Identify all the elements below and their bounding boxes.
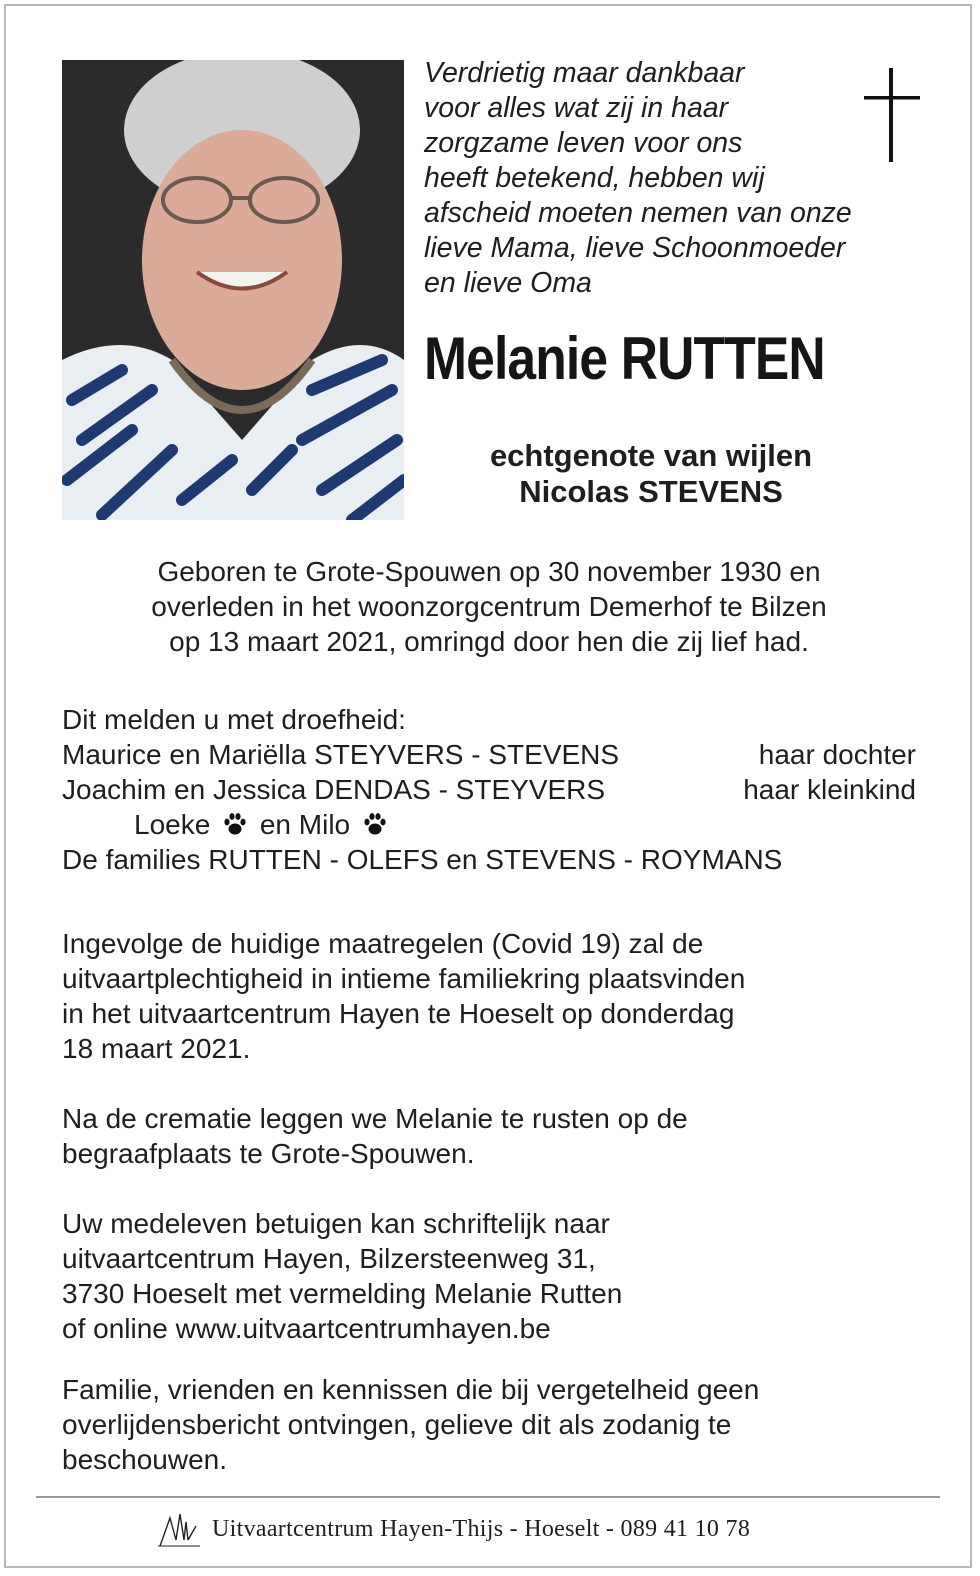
condolence-line: uitvaartcentrum Hayen, Bilzersteenweg 31, xyxy=(62,1243,596,1274)
family-pets xyxy=(62,807,922,842)
families-line: De families RUTTEN - OLEFS en STEVENS - ROYMANS xyxy=(62,844,783,875)
spouse-line: echtgenote van wijlen xyxy=(489,438,813,473)
condolence-line: Uw medeleven betuigen kan schriftelijk naar xyxy=(62,1208,610,1239)
intro-line: lieve Mama, lieve Schoonmoeder xyxy=(424,232,846,264)
birth-line: Geboren te Grote-Spouwen op 30 november 1930 en xyxy=(157,556,821,587)
intro-line: en lieve Oma xyxy=(424,267,592,299)
intro-line: Verdrietig maar dankbaar xyxy=(424,57,745,89)
intro-verse xyxy=(424,56,894,301)
spouse-info xyxy=(446,438,856,510)
spouse-name: Nicolas STEVENS xyxy=(519,474,783,509)
family-member-relation: haar kleinkind xyxy=(743,774,916,805)
family-list xyxy=(62,702,922,877)
notice-info xyxy=(62,1372,922,1477)
intro-line: afscheid moeten nemen van onze xyxy=(424,197,852,229)
ceremony-line: uitvaartplechtigheid in intieme familiekring plaatsvinden xyxy=(62,963,746,994)
condolence-line: 3730 Hoeselt met vermelding Melanie Rutten xyxy=(62,1278,623,1309)
family-member-name: Joachim en Jessica DENDAS - STEYVERS xyxy=(62,774,606,805)
ceremony-line: Ingevolge de huidige maatregelen (Covid 19) zal de xyxy=(62,928,704,959)
cremation-line: Na de crematie leggen we Melanie te rusten op de xyxy=(62,1103,688,1134)
paw-icon xyxy=(362,811,388,837)
footer-text: Uitvaartcentrum Hayen-Thijs - Hoeselt - 089 41 10 78 xyxy=(212,1516,751,1542)
ceremony-line: 18 maart 2021. xyxy=(62,1033,251,1064)
intro-line: heeft betekend, hebben wij xyxy=(424,162,765,194)
obituary-card xyxy=(4,4,972,1568)
family-member xyxy=(62,737,922,772)
notice-line: beschouwen. xyxy=(62,1444,228,1475)
family-intro: Dit melden u met droefheid: xyxy=(62,704,406,735)
family-member xyxy=(62,772,922,807)
pet-name: en Milo xyxy=(259,809,351,840)
portrait-photo xyxy=(62,60,404,520)
pet-name: Loeke xyxy=(134,809,211,840)
family-member-name: Maurice en Mariëlla STEYVERS - STEVENS xyxy=(62,739,620,770)
footer xyxy=(156,1510,856,1550)
paw-icon xyxy=(222,811,248,837)
cremation-info xyxy=(62,1101,922,1171)
birth-line: overleden in het woonzorgcentrum Demerhof te Bilzen xyxy=(151,591,827,622)
condolence-info xyxy=(62,1206,922,1346)
funeral-home-logo xyxy=(156,1510,202,1550)
footer-divider xyxy=(36,1496,940,1498)
notice-line: overlijdensbericht ontvingen, gelieve dit als zodanig te xyxy=(62,1409,732,1440)
intro-line: voor alles wat zij in haar xyxy=(424,92,729,124)
condolence-line: of online www.uitvaartcentrumhayen.be xyxy=(62,1313,551,1344)
intro-line: zorgzame leven voor ons xyxy=(424,127,743,159)
ceremony-info xyxy=(62,926,922,1066)
birth-line: op 13 maart 2021, omringd door hen die zij lief had. xyxy=(169,626,809,657)
ceremony-line: in het uitvaartcentrum Hayen te Hoeselt op donderdag xyxy=(62,998,735,1029)
birth-death-info xyxy=(62,554,916,659)
notice-line: Familie, vrienden en kennissen die bij vergetelheid geen xyxy=(62,1374,760,1405)
deceased-name: Melanie RUTTEN xyxy=(424,325,825,392)
cremation-line: begraafplaats te Grote-Spouwen. xyxy=(62,1138,475,1169)
cross-icon xyxy=(862,66,922,166)
family-member-relation: haar dochter xyxy=(758,739,916,770)
